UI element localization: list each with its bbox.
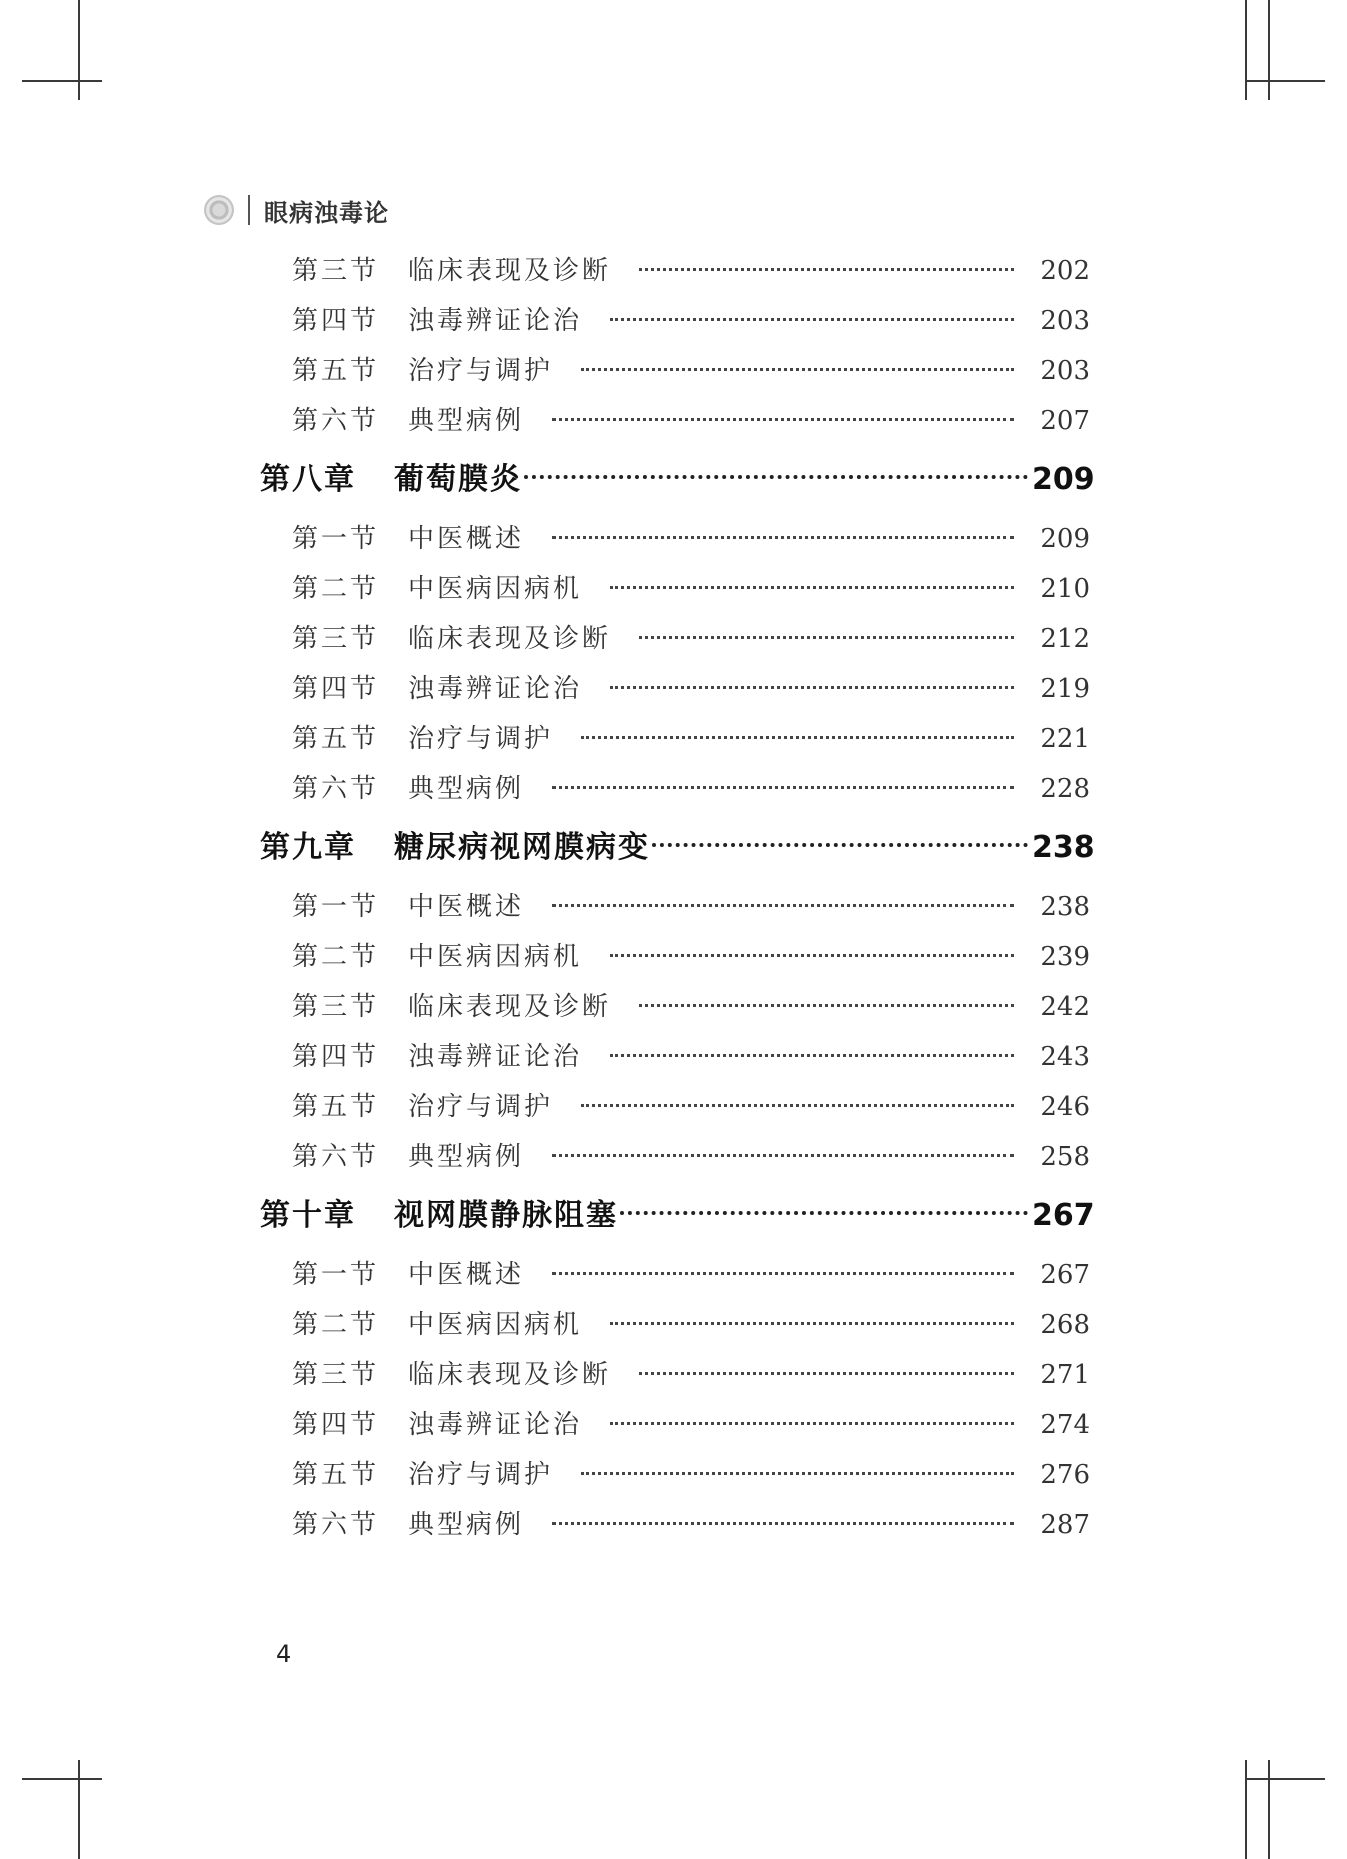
toc-entry-title: 典型病例 [408,406,525,436]
toc-section-row[interactable] [260,518,1090,568]
toc-entry-number: 第二节 [292,574,380,604]
toc-entry-title: 中医病因病机 [408,1310,583,1340]
toc-page-number: 271 [1040,1360,1090,1390]
toc-entry-number: 第四节 [292,674,380,704]
toc-entry-title: 中医概述 [408,892,525,922]
toc-section-row[interactable] [260,986,1090,1036]
toc-chapter-row[interactable] [260,454,1095,512]
dot-leader [610,586,1014,589]
dot-leader [610,1422,1014,1425]
dot-leader [652,843,1028,847]
toc-entry-number: 第三节 [292,1360,380,1390]
toc-section-row[interactable] [260,936,1090,986]
toc-page-number: 228 [1040,774,1090,804]
toc-page-number: 207 [1040,406,1090,436]
toc-page-number: 276 [1040,1460,1090,1490]
dot-leader [620,1211,1028,1215]
toc-entry-number: 第五节 [292,1092,380,1122]
toc-section-row[interactable] [260,668,1090,718]
toc-section-row[interactable] [260,1086,1090,1136]
toc-entry-title: 浊毒辨证论治 [408,1042,583,1072]
toc-section-row[interactable] [260,400,1090,450]
toc-entry-number: 第九章 [260,830,356,865]
toc-entry-number: 第一节 [292,524,380,554]
toc-entry-number: 第三节 [292,992,380,1022]
toc-page-number: 212 [1040,624,1090,654]
toc-entry-title: 典型病例 [408,1510,525,1540]
toc-entry-number: 第五节 [292,1460,380,1490]
toc-entry-number: 第四节 [292,306,380,336]
toc-section-row[interactable] [260,1136,1090,1186]
toc-entry-title: 糖尿病视网膜病变 [394,830,650,865]
toc-entry-number: 第三节 [292,256,380,286]
toc-page-number: 242 [1040,992,1090,1022]
toc-section-row[interactable] [260,1254,1090,1304]
crop-mark [1245,1778,1325,1780]
toc-page-number: 238 [1032,830,1095,865]
crop-mark [22,1778,102,1780]
crop-mark [1245,0,1247,100]
toc-entry-title: 浊毒辨证论治 [408,1410,583,1440]
toc-entry-number: 第一节 [292,1260,380,1290]
toc-page-number: 209 [1040,524,1090,554]
toc-entry-title: 治疗与调护 [408,1460,554,1490]
emblem-icon [204,195,234,225]
crop-mark [1268,0,1270,100]
toc-entry-number: 第六节 [292,1510,380,1540]
dot-leader [524,475,1028,479]
toc-page-number: 210 [1040,574,1090,604]
toc-entry-number: 第四节 [292,1410,380,1440]
toc-entry-title: 中医病因病机 [408,942,583,972]
toc-entry-title: 治疗与调护 [408,1092,554,1122]
toc-page-number: 238 [1040,892,1090,922]
toc-page-number: 267 [1032,1198,1095,1233]
toc-page-number: 203 [1040,306,1090,336]
crop-mark [78,1760,80,1859]
dot-leader [639,268,1014,271]
dot-leader [639,1372,1014,1375]
toc-entry-number: 第二节 [292,1310,380,1340]
dot-leader [610,318,1014,321]
dot-leader [552,1154,1014,1157]
page-number: 4 [276,1640,292,1668]
toc-entry-number: 第十章 [260,1198,356,1233]
divider [248,195,250,225]
toc-entry-title: 中医概述 [408,524,525,554]
toc-entry-title: 典型病例 [408,1142,525,1172]
running-header [204,192,389,228]
toc-section-row[interactable] [260,568,1090,618]
toc-chapter-row[interactable] [260,822,1095,880]
crop-mark [1245,1760,1247,1859]
toc-section-row[interactable] [260,1404,1090,1454]
dot-leader [581,368,1014,371]
toc-page-number: 268 [1040,1310,1090,1340]
dot-leader [552,418,1014,421]
crop-mark [1268,1760,1270,1859]
toc-section-row[interactable] [260,350,1090,400]
dot-leader [639,636,1014,639]
dot-leader [552,1522,1014,1525]
dot-leader [581,736,1014,739]
toc-entry-number: 第六节 [292,406,380,436]
toc-section-row[interactable] [260,1454,1090,1504]
toc-entry-title: 中医概述 [408,1260,525,1290]
toc-page-number: 239 [1040,942,1090,972]
toc-section-row[interactable] [260,886,1090,936]
table-of-contents [260,250,1095,1554]
toc-page-number: 274 [1040,1410,1090,1440]
toc-page-number: 203 [1040,356,1090,386]
toc-entry-title: 中医病因病机 [408,574,583,604]
dot-leader [610,1322,1014,1325]
dot-leader [552,1272,1014,1275]
dot-leader [552,536,1014,539]
toc-section-row[interactable] [260,250,1090,300]
dot-leader [581,1104,1014,1107]
toc-entry-title: 临床表现及诊断 [408,624,612,654]
toc-section-row[interactable] [260,618,1090,668]
toc-entry-title: 治疗与调护 [408,724,554,754]
toc-entry-title: 临床表现及诊断 [408,1360,612,1390]
dot-leader [639,1004,1014,1007]
crop-mark [1245,80,1325,82]
toc-section-row[interactable] [260,718,1090,768]
toc-page-number: 267 [1040,1260,1090,1290]
dot-leader [610,1054,1014,1057]
toc-page-number: 246 [1040,1092,1090,1122]
toc-entry-title: 葡萄膜炎 [394,462,522,497]
toc-page-number: 258 [1040,1142,1090,1172]
toc-section-row[interactable] [260,1036,1090,1086]
toc-entry-number: 第三节 [292,624,380,654]
toc-entry-number: 第四节 [292,1042,380,1072]
toc-section-row[interactable] [260,1354,1090,1404]
toc-section-row[interactable] [260,1304,1090,1354]
toc-entry-number: 第二节 [292,942,380,972]
dot-leader [552,786,1014,789]
toc-page-number: 287 [1040,1510,1090,1540]
toc-entry-title: 典型病例 [408,774,525,804]
toc-section-row[interactable] [260,768,1090,818]
toc-entry-title: 浊毒辨证论治 [408,674,583,704]
toc-entry-title: 临床表现及诊断 [408,256,612,286]
toc-entry-title: 视网膜静脉阻塞 [394,1198,618,1233]
toc-page-number: 209 [1032,462,1095,497]
toc-section-row[interactable] [260,1504,1090,1554]
crop-mark [22,80,102,82]
toc-entry-title: 临床表现及诊断 [408,992,612,1022]
toc-page-number: 219 [1040,674,1090,704]
dot-leader [610,954,1014,957]
toc-section-row[interactable] [260,300,1090,350]
toc-page-number: 202 [1040,256,1090,286]
toc-entry-number: 第六节 [292,774,380,804]
crop-mark [78,0,80,100]
toc-entry-number: 第八章 [260,462,356,497]
toc-page-number: 243 [1040,1042,1090,1072]
toc-entry-number: 第五节 [292,724,380,754]
toc-entry-number: 第一节 [292,892,380,922]
toc-chapter-row[interactable] [260,1190,1095,1248]
book-title: 眼病浊毒论 [264,197,389,227]
toc-entry-number: 第五节 [292,356,380,386]
dot-leader [581,1472,1014,1475]
dot-leader [610,686,1014,689]
toc-page-number: 221 [1040,724,1090,754]
toc-entry-title: 治疗与调护 [408,356,554,386]
toc-entry-title: 浊毒辨证论治 [408,306,583,336]
toc-entry-number: 第六节 [292,1142,380,1172]
dot-leader [552,904,1014,907]
